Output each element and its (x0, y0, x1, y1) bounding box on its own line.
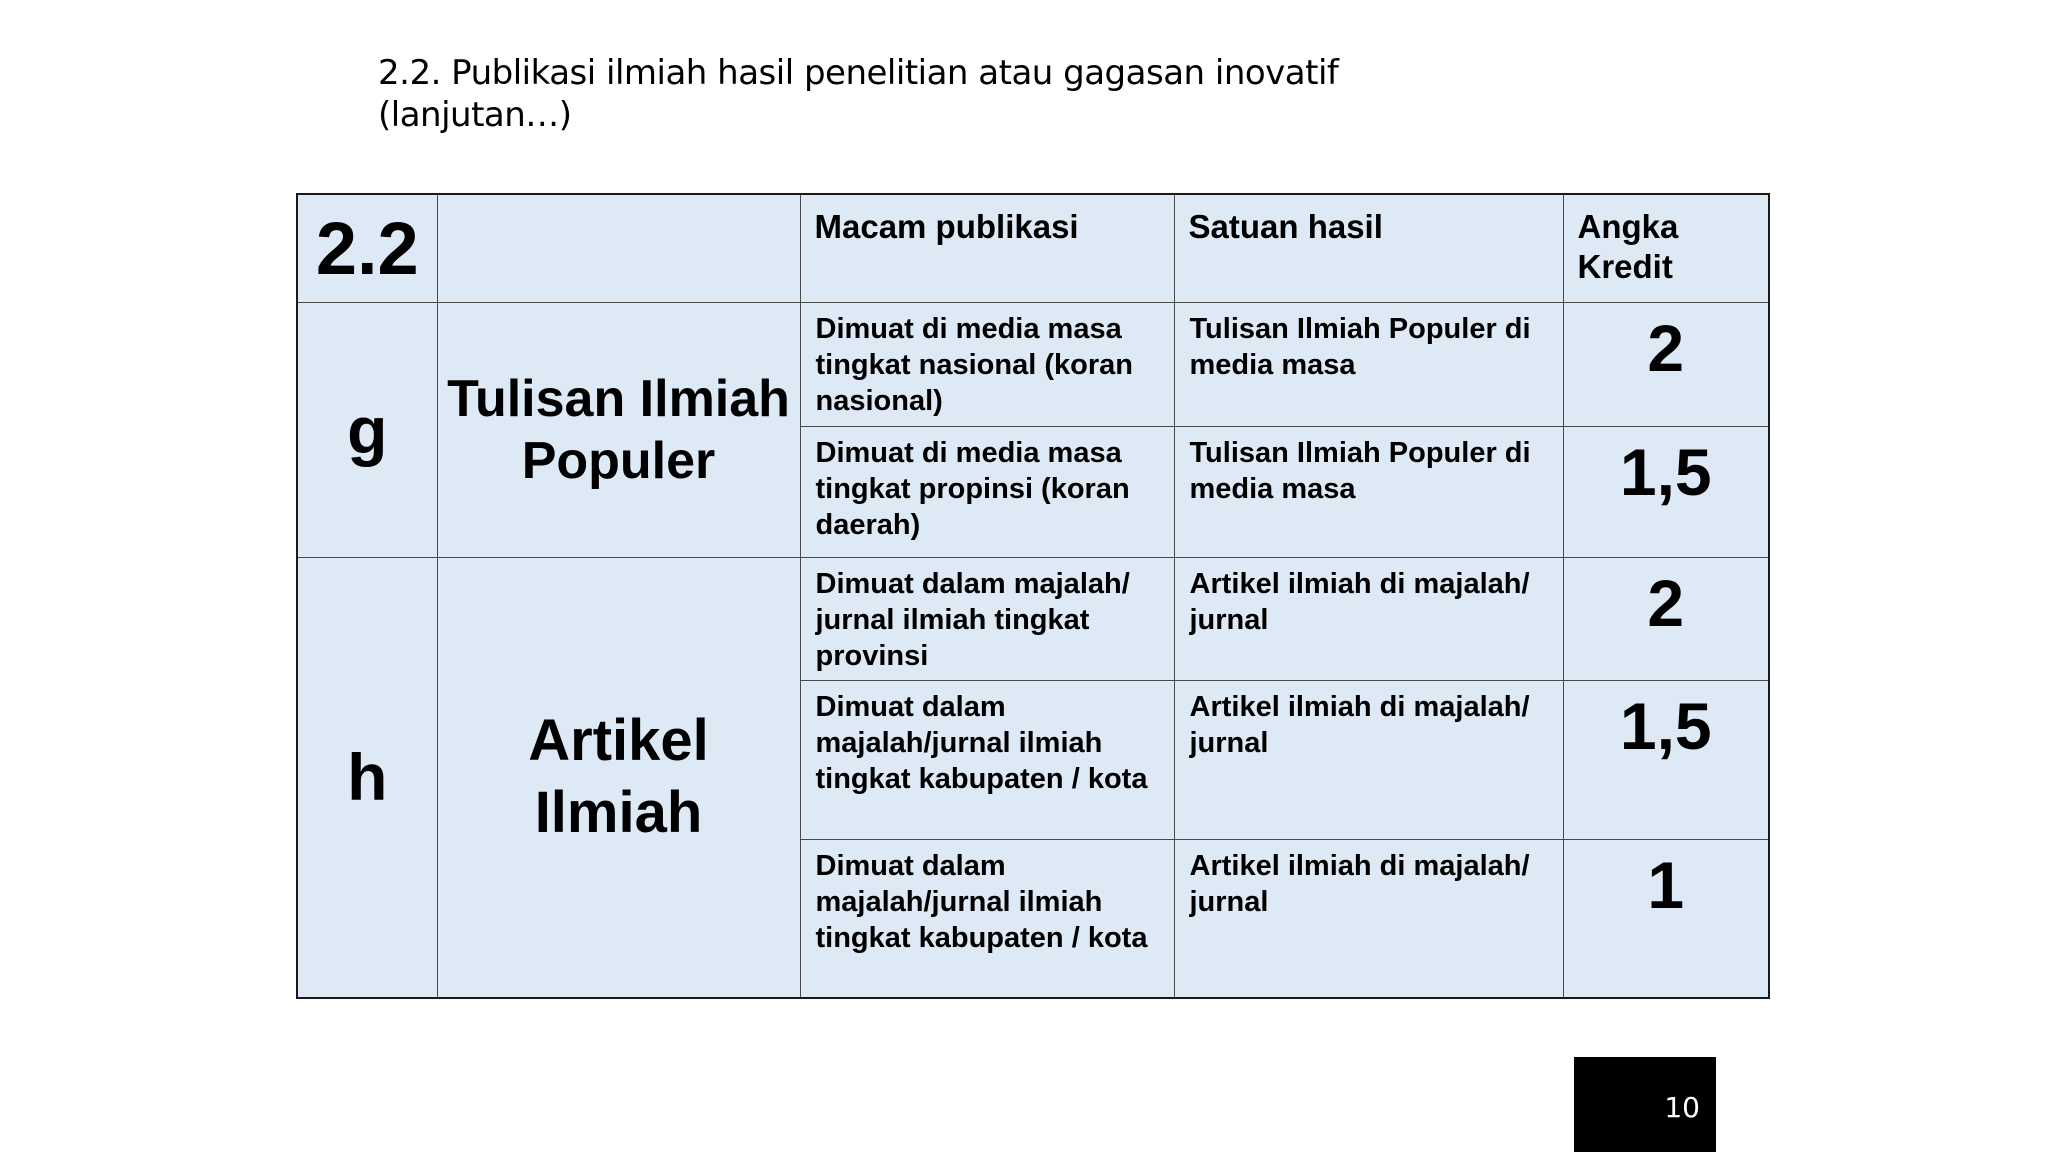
macam-publikasi-cell: Dimuat dalam majalah/jurnal ilmiah tingkat kabupaten / kota (800, 839, 1174, 998)
angka-kredit-cell: 2 (1563, 302, 1769, 426)
angka-kredit-cell: 1,5 (1563, 680, 1769, 839)
macam-publikasi-cell: Dimuat di media masa tingkat nasional (koran nasional) (800, 302, 1174, 426)
satuan-hasil-cell: Artikel ilmiah di majalah/ jurnal (1174, 557, 1563, 680)
group-code-cell: h (297, 557, 437, 998)
table-row (297, 302, 1769, 426)
macam-publikasi-cell: Dimuat dalam majalah/ jurnal ilmiah tingkat provinsi (800, 557, 1174, 680)
angka-kredit-cell: 1 (1563, 839, 1769, 998)
page-number: 10 (1664, 1091, 1700, 1124)
macam-publikasi-cell: Dimuat dalam majalah/jurnal ilmiah tingkat kabupaten / kota (800, 680, 1174, 839)
satuan-hasil-cell: Artikel ilmiah di majalah/ jurnal (1174, 680, 1563, 839)
satuan-hasil-cell: Tulisan Ilmiah Populer di media masa (1174, 426, 1563, 557)
table-header-row (297, 194, 1769, 302)
slide-title-line-1: 2.2. Publikasi ilmiah hasil penelitian atau gagasan inovatif (378, 53, 1339, 93)
slide-title (378, 52, 1478, 136)
header-macam-publikasi: Macam publikasi (800, 194, 1174, 302)
slide-title-line-2: (lanjutan…) (378, 95, 572, 135)
table-row (297, 557, 1769, 680)
credit-table (296, 193, 1770, 999)
satuan-hasil-cell: Artikel ilmiah di majalah/ jurnal (1174, 839, 1563, 998)
macam-publikasi-cell: Dimuat di media masa tingkat propinsi (koran daerah) (800, 426, 1174, 557)
header-category-cell (437, 194, 800, 302)
group-category-cell: Tulisan Ilmiah Populer (437, 302, 800, 557)
header-code-cell: 2.2 (297, 194, 437, 302)
satuan-hasil-cell: Tulisan Ilmiah Populer di media masa (1174, 302, 1563, 426)
angka-kredit-cell: 2 (1563, 557, 1769, 680)
header-satuan-hasil: Satuan hasil (1174, 194, 1563, 302)
page-number-box (1574, 1057, 1716, 1152)
header-angka-kredit: Angka Kredit (1563, 194, 1769, 302)
group-category-cell: Artikel Ilmiah (437, 557, 800, 998)
group-code-cell: g (297, 302, 437, 557)
angka-kredit-cell: 1,5 (1563, 426, 1769, 557)
